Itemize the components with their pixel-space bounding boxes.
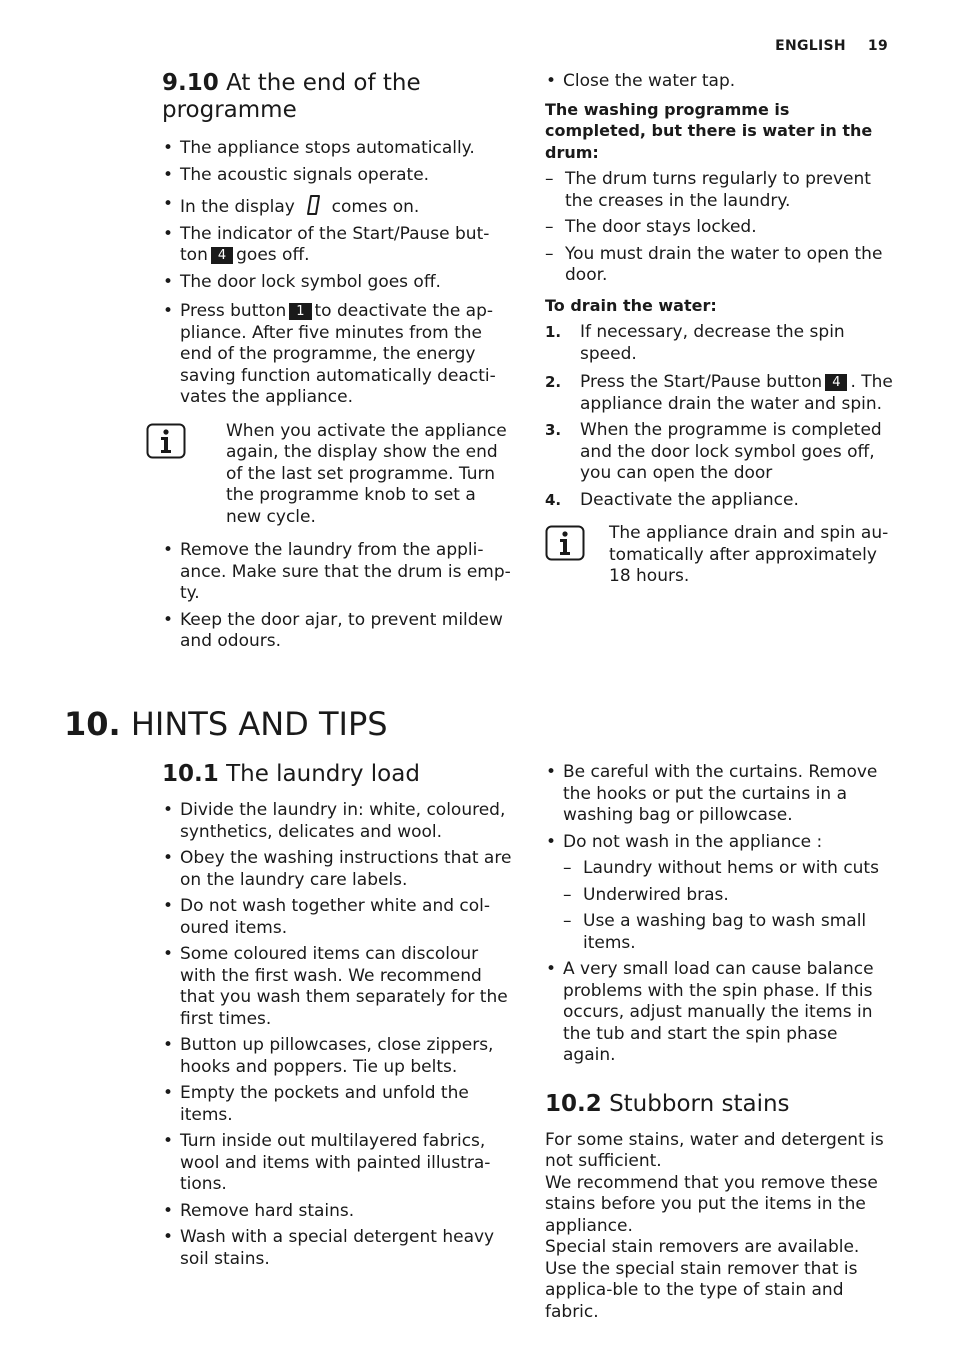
drain-steps-list: [545, 322, 895, 511]
info-icon: [545, 525, 585, 568]
list-item-text: Use a washing bag to wash small items.: [583, 911, 867, 953]
list-item: [545, 217, 895, 239]
section-title: At the end of the programme: [162, 70, 421, 123]
list-item: [162, 896, 512, 939]
page-number: 19: [867, 38, 888, 54]
list-item: [545, 832, 895, 955]
list-item-text: Keep the door ajar, to prevent mildew and odours.: [180, 609, 503, 651]
list-item: [162, 1131, 512, 1196]
list-item-text: Laundry without hems or with cuts: [583, 858, 879, 878]
list-item: [162, 224, 512, 267]
list-item-text: The door stays locked.: [565, 217, 757, 237]
list-item-text: Underwired bras.: [583, 884, 729, 905]
list-item: [162, 1035, 512, 1078]
language-label: ENGLISH: [775, 38, 846, 54]
chapter-number: 10.: [64, 705, 121, 743]
list-item-text: Divide the laundry in: white, coloured, synthetics, delicates and wool.: [180, 800, 506, 842]
list-item-text: Remove the laundry from the appli-ance. Make sure that the drum is emp-ty.: [180, 540, 511, 603]
list-item: [563, 858, 895, 880]
list-item: [162, 194, 512, 219]
list-item: [545, 372, 895, 415]
list-item-text: The appliance stops automatically.: [180, 138, 475, 158]
step-number: 4.: [545, 490, 562, 509]
list-item-text: The drum turns regularly to prevent the creases in the laundry.: [565, 169, 871, 211]
section-9-10-heading: [162, 70, 512, 124]
list-item-text: Do not wash in the appliance :: [563, 831, 823, 852]
info-note: [162, 421, 512, 529]
section-10-1-heading: [162, 761, 512, 788]
list-item: [545, 959, 895, 1067]
list-item-text: Remove hard stains.: [180, 1200, 355, 1221]
laundry-load-list-2: [545, 762, 895, 1067]
list-item: [162, 610, 512, 653]
list-item: [162, 540, 512, 605]
step-number: 2.: [545, 373, 562, 391]
list-item-text: Some coloured items can discolour with the first wash. We recommend that you wash them separately for the first times.: [180, 944, 508, 1029]
list-item-text: Empty the pockets and unfold the items.: [180, 1083, 469, 1125]
list-item: [545, 244, 895, 287]
list-item-text: A very small load can cause balance problems with the spin phase. If this occurs, adjust manually the items in the tub and start the spin phase again.: [563, 959, 874, 1065]
list-item-text: . The appliance drain the water and spin.: [580, 372, 893, 414]
list-item-text: goes off.: [236, 245, 310, 265]
list-item: [162, 1201, 512, 1223]
list-item: [162, 848, 512, 891]
list-item-text: Obey the washing instructions that are on the laundry care labels.: [180, 848, 512, 890]
section-9-10-left: [162, 70, 512, 658]
page-header: [775, 38, 888, 54]
list-item-text: Button up pillowcases, close zippers, hooks and poppers. Tie up belts.: [180, 1035, 494, 1077]
list-item-text: When the programme is completed and the door lock symbol goes off, you can open the door: [580, 420, 882, 483]
section-10-1-left: [162, 761, 512, 1275]
section-number: 9.10: [162, 70, 219, 96]
laundry-load-list: [162, 800, 512, 1270]
list-item: [545, 169, 895, 212]
section-9-10-right: [545, 71, 895, 600]
list-item-text: Deactivate the appliance.: [580, 489, 799, 510]
list-item-text: Be careful with the curtains. Remove the hooks or put the curtains in a washing bag or pillowcase.: [563, 762, 878, 825]
list-item-text: Wash with a special detergent heavy soil stains.: [180, 1227, 495, 1269]
info-text: When you activate the appliance again, the display show the end of the last set programme. Turn the programme knob to set a new cycle.: [226, 420, 507, 527]
list-item-text: Close the water tap.: [563, 71, 736, 91]
list-item-text: Turn inside out multilayered fabrics, wool and items with painted illustra-tions.: [180, 1131, 491, 1194]
list-item: [563, 911, 895, 954]
list-item: [162, 800, 512, 843]
list-item: [162, 944, 512, 1030]
chapter-title: HINTS AND TIPS: [130, 705, 388, 743]
water-in-drum-heading: The washing programme is completed, but there is water in the drum:: [545, 99, 873, 162]
section-10-2-heading: [545, 1091, 895, 1118]
list-item: [545, 762, 895, 827]
list-item: [162, 1083, 512, 1126]
start-pause-button-ref: 4: [211, 247, 233, 264]
step-number: 1.: [545, 323, 562, 341]
section-number: 10.1: [162, 761, 219, 787]
list-item: [162, 301, 512, 409]
list-item-text: The indicator of the Start/Pause but-ton: [180, 223, 490, 265]
step-number: 3.: [545, 421, 562, 439]
list-item-text: In the display: [180, 197, 295, 217]
end-of-programme-list-2: [162, 540, 512, 653]
stubborn-stains-paragraph: Special stain removers are available. Use the special stain remover that is applica-ble to the type of stain and fabric.: [545, 1237, 860, 1322]
list-item: [545, 322, 895, 365]
list-item: [545, 420, 895, 485]
list-item: [545, 490, 895, 512]
section-title: Stubborn stains: [609, 1090, 790, 1117]
list-item: [162, 138, 512, 160]
stubborn-stains-paragraph: For some stains, water and detergent is not sufficient.: [545, 1129, 884, 1171]
close-tap-list: [545, 71, 895, 93]
list-item-text: Do not wash together white and col-oured items.: [180, 896, 491, 938]
chapter-heading: [64, 704, 388, 744]
list-item-text: to deactivate the ap-pliance. After five minutes from the end of the programme, the energy saving function automatically deacti-vates the appliance.: [180, 301, 496, 407]
stubborn-stains-paragraph: We recommend that you remove these stains before you put the items in the appliance.: [545, 1172, 878, 1236]
water-in-drum-list: [545, 169, 895, 287]
list-item-text: The door lock symbol goes off.: [180, 271, 441, 292]
list-item: [162, 165, 512, 187]
section-number: 10.2: [545, 1090, 602, 1117]
list-item-text: Press button: [180, 301, 287, 321]
list-item: [162, 1227, 512, 1270]
on-off-button-ref: 1: [289, 303, 311, 320]
list-item-text: Press the Start/Pause button: [580, 372, 823, 392]
list-item-text: You must drain the water to open the door.: [565, 243, 883, 285]
info-note: [545, 523, 895, 588]
list-item-text: The acoustic signals operate.: [180, 164, 430, 185]
info-text: The appliance drain and spin au-tomatically after approximately 18 hours.: [609, 523, 889, 586]
display-digit-zero-icon: [303, 194, 323, 216]
start-pause-button-ref: 4: [825, 374, 847, 391]
drain-water-heading: To drain the water:: [545, 295, 717, 315]
list-item: [545, 71, 895, 93]
end-of-programme-list: [162, 138, 512, 409]
list-item-text: If necessary, decrease the spin speed.: [580, 322, 845, 364]
info-icon: [146, 423, 186, 466]
list-item: [162, 272, 512, 294]
list-item-text: comes on.: [331, 197, 420, 217]
section-10-1-right: [545, 762, 895, 1323]
section-title: The laundry load: [226, 761, 420, 787]
list-item: [563, 885, 895, 907]
do-not-wash-sublist: [563, 858, 895, 954]
